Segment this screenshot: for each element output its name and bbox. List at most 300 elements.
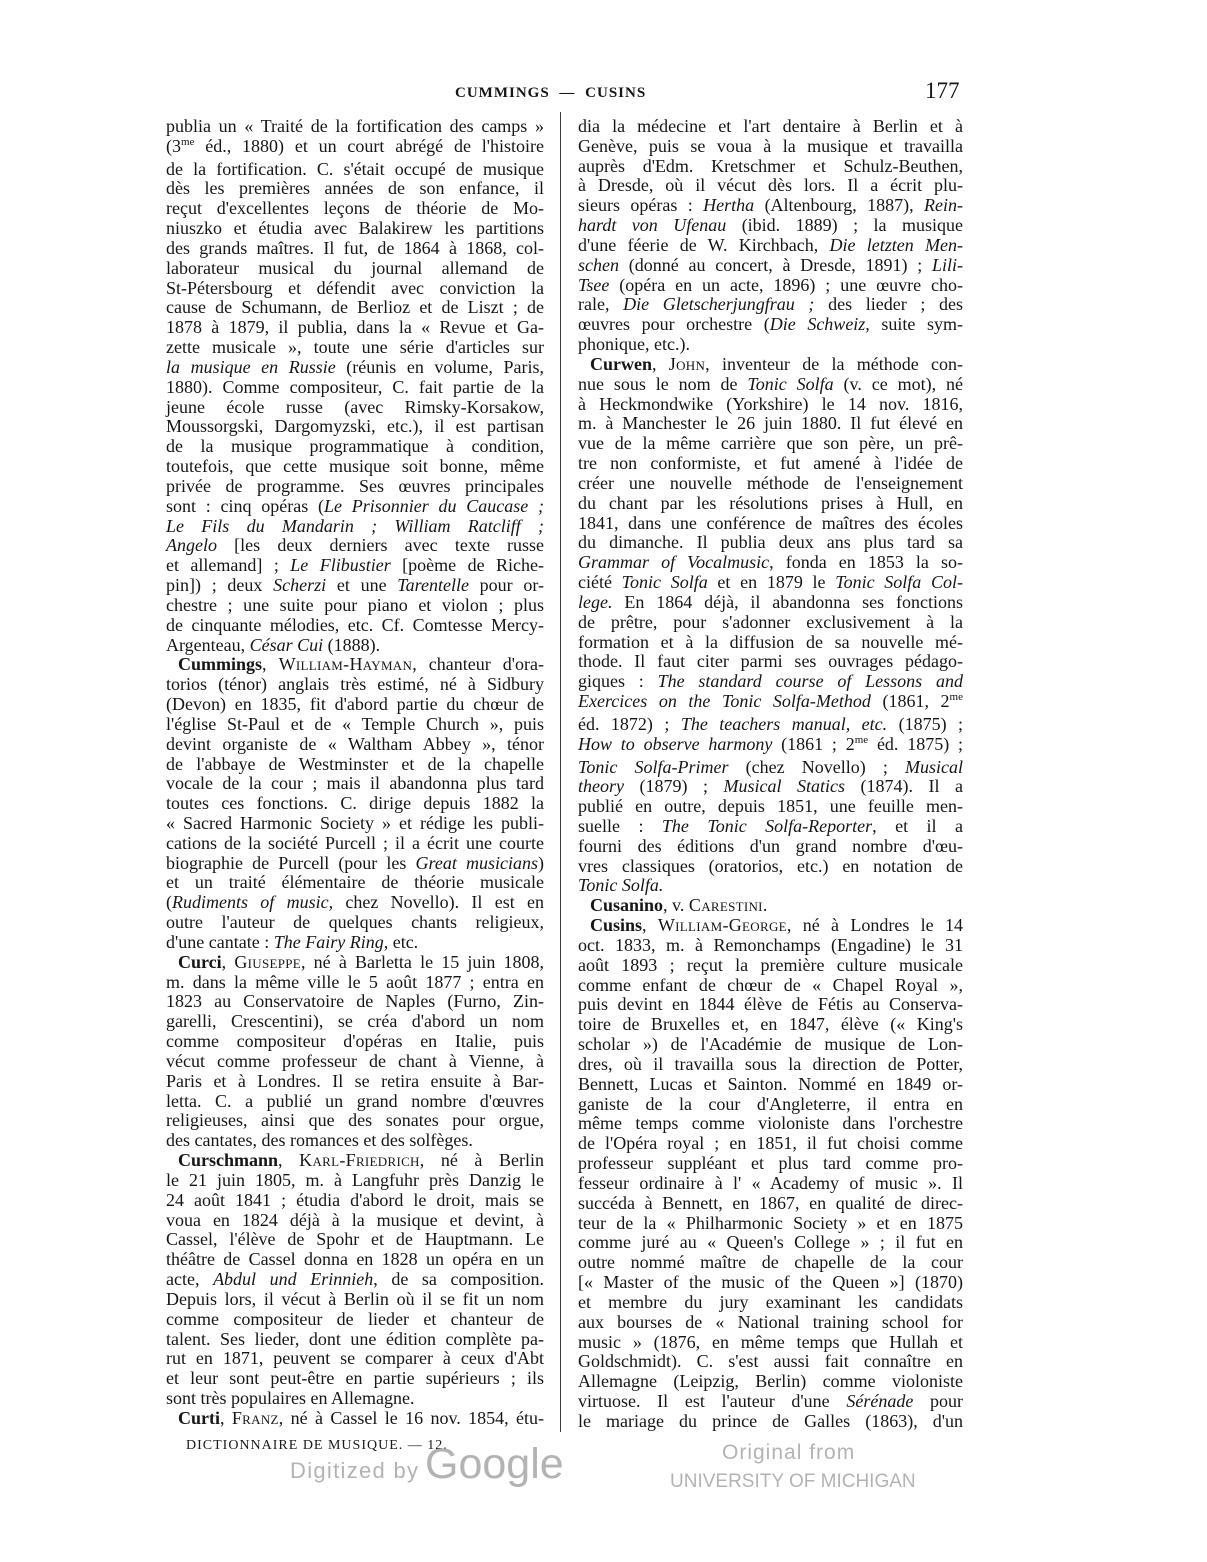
italic-title: Grammar of Vocalmusic, bbox=[578, 552, 774, 573]
text-run: (1861 ; 2 bbox=[772, 733, 855, 754]
text-run: sieurs opéras : bbox=[578, 195, 704, 216]
text-run: laborateur musical du journal allemand de bbox=[166, 257, 544, 278]
text-run: éd. 1875) ; bbox=[868, 733, 964, 754]
column-divider bbox=[560, 112, 561, 1432]
text-run: letta. C. a publié un grand nombre d'œuvres bbox=[166, 1090, 544, 1111]
text-line bbox=[166, 160, 544, 180]
text-run: Argenteau, bbox=[166, 634, 250, 655]
text-run: août 1893 ; reçut la première culture musicale bbox=[578, 954, 963, 975]
text-run: puis devint en 1844 élève de Fétis au Conserva- bbox=[578, 994, 963, 1015]
text-line bbox=[578, 196, 963, 216]
text-line bbox=[578, 817, 963, 837]
text-run: , chanteur d'ora- bbox=[412, 654, 545, 675]
text-line bbox=[578, 633, 963, 653]
text-run: ( bbox=[166, 892, 172, 913]
text-run: du dimanche. Il publia deux ans plus tard sa bbox=[578, 532, 963, 553]
text-run: et allemand] ; bbox=[166, 555, 291, 576]
text-line bbox=[578, 236, 963, 256]
text-line bbox=[166, 992, 544, 1012]
text-run: comme compositeur de lieder et chanteur de bbox=[166, 1308, 544, 1329]
text-line bbox=[166, 695, 544, 715]
text-line bbox=[166, 1330, 544, 1350]
text-run: Allemagne (Leipzig, Berlin) comme violoniste bbox=[578, 1371, 963, 1392]
text-run: (chez Novello) ; bbox=[728, 756, 905, 777]
text-run: religieuses, ainsi que des sonates pour orgue, bbox=[166, 1110, 544, 1131]
text-run: (opéra en un acte, 1896) ; une œuvre cho- bbox=[609, 274, 963, 295]
text-run: pour bbox=[913, 1391, 964, 1411]
continued-paragraph bbox=[578, 117, 963, 355]
text-run: teur de la « Philharmonic Society » et en 1875 bbox=[578, 1212, 963, 1233]
text-run: 24 août 1841 ; étudia d'abord le droit, mais se bbox=[166, 1189, 544, 1210]
text-run: fourni des éditions d'un grand nombre d'œu- bbox=[578, 835, 963, 856]
text-line bbox=[166, 358, 544, 378]
text-line bbox=[578, 573, 963, 593]
text-line bbox=[578, 613, 963, 633]
italic-title: la musique en Russie bbox=[166, 356, 336, 377]
text-line bbox=[166, 873, 544, 893]
italic-title: Le Flibustier bbox=[290, 555, 391, 576]
text-run: même temps comme violoniste dans l'orchestre bbox=[578, 1113, 963, 1134]
text-run: et en 1879 le bbox=[707, 572, 836, 593]
text-run: (1861, 2 bbox=[870, 691, 950, 712]
text-run: (Altenbourg, 1887), bbox=[754, 195, 925, 216]
text-run: (v. ce mot), né bbox=[833, 373, 964, 394]
text-line bbox=[578, 1015, 963, 1035]
text-run: à Dresde, où il vécut dès lors. Il a écrit plu- bbox=[578, 175, 963, 196]
text-run: suite sym- bbox=[869, 314, 964, 335]
text-run: voua en 1824 déjà à la musique et devint, à bbox=[166, 1209, 544, 1230]
text-run: d'une féerie de W. Kirchbach, bbox=[578, 234, 830, 255]
text-line bbox=[166, 556, 544, 576]
dictionary-entry bbox=[578, 916, 963, 1432]
text-line bbox=[578, 1352, 963, 1372]
text-run: reçut d'excellentes leçons de théorie de Mo- bbox=[166, 198, 544, 219]
italic-title: Tonic Solfa bbox=[621, 572, 708, 593]
text-run: des lieder ; des bbox=[814, 294, 964, 315]
printer-signature: DICTIONNAIRE DE MUSIQUE. — 12. bbox=[186, 1438, 448, 1453]
text-run: chestre ; une suite pour piano et violon ; plus bbox=[166, 594, 544, 615]
text-line bbox=[578, 837, 963, 857]
dictionary-entry bbox=[166, 1409, 544, 1429]
entry-headword: Curschmann bbox=[178, 1150, 279, 1171]
text-line bbox=[166, 1052, 544, 1072]
ordinal-superscript: me bbox=[181, 135, 195, 148]
text-line bbox=[166, 596, 544, 616]
text-run: de l'abbaye de Westminster et de la chapelle bbox=[166, 753, 544, 774]
text-line bbox=[166, 1389, 544, 1409]
text-line bbox=[166, 774, 544, 794]
text-run: de l'Opéra royal ; en 1851, il fut choisi comme bbox=[578, 1133, 963, 1154]
italic-title: Rudiments of music, bbox=[172, 892, 334, 913]
text-run: rale, bbox=[578, 294, 624, 315]
text-line bbox=[166, 318, 544, 338]
text-run: (1888). bbox=[323, 634, 381, 655]
italic-title: The Fairy Ring bbox=[273, 931, 384, 952]
text-run: , inventeur de la méthode con- bbox=[705, 353, 964, 374]
dictionary-entry bbox=[578, 896, 963, 916]
italic-title: Musical bbox=[905, 756, 963, 777]
text-run: [poème de Riche- bbox=[390, 555, 544, 576]
text-line bbox=[578, 1253, 963, 1273]
text-line bbox=[578, 896, 963, 916]
italic-title: Sérénade bbox=[846, 1391, 914, 1411]
text-line bbox=[166, 137, 544, 160]
text-run: de prêtre, pour s'adonner exclusivement à la bbox=[578, 611, 963, 632]
text-line bbox=[166, 735, 544, 755]
text-run: comme juré au « Queen's College » ; il fut en bbox=[578, 1232, 963, 1253]
text-line bbox=[166, 675, 544, 695]
text-run: , de sa composition. bbox=[373, 1269, 544, 1290]
text-line bbox=[166, 913, 544, 933]
text-run: 1841, dans une conférence de maîtres des écoles bbox=[578, 512, 963, 533]
text-line bbox=[578, 335, 963, 355]
text-line bbox=[578, 1114, 963, 1134]
text-run: , bbox=[652, 353, 669, 374]
google-watermark: Google bbox=[425, 1440, 564, 1488]
text-run: Moussorgski, Dargomyzski, etc.), il est partisan bbox=[166, 416, 544, 437]
text-line bbox=[166, 1072, 544, 1092]
text-run: comme enfant de chœur de « Chapel Royal », bbox=[578, 974, 963, 995]
italic-title: lege. bbox=[578, 591, 613, 612]
entry-headword: Cummings bbox=[178, 654, 263, 675]
dictionary-entry bbox=[166, 1151, 544, 1409]
text-run: l'église St-Paul et de « Temple Church », puis bbox=[166, 713, 544, 734]
text-line bbox=[578, 857, 963, 877]
dictionary-entry bbox=[166, 953, 544, 1151]
italic-title: How to observe harmony bbox=[578, 733, 773, 754]
text-line bbox=[578, 395, 963, 415]
text-run: auprès d'Edm. Kretschmer et Schulz-Beuthen, bbox=[578, 155, 963, 176]
text-run: (ibid. 1889) ; la musique bbox=[726, 215, 963, 236]
text-run: des grands maîtres. Il fut, de 1864 à 1868, col- bbox=[166, 237, 544, 258]
text-run: niuszko et étudia avec Balakirew les partitions bbox=[166, 218, 544, 239]
text-line bbox=[166, 1230, 544, 1250]
text-line bbox=[166, 1290, 544, 1310]
page-number: 177 bbox=[925, 78, 960, 103]
text-run: de cinquante mélodies, etc. Cf. Comtesse Mercy- bbox=[166, 614, 544, 635]
text-run: nue sous le nom de bbox=[578, 373, 748, 394]
text-line bbox=[166, 219, 544, 239]
italic-title: Tonic Solfa bbox=[747, 373, 834, 394]
text-line bbox=[578, 876, 963, 896]
text-line bbox=[578, 1154, 963, 1174]
text-line bbox=[166, 117, 544, 137]
text-line bbox=[166, 497, 544, 517]
text-line bbox=[578, 1214, 963, 1234]
italic-title: The standard course of Lessons and bbox=[657, 671, 963, 692]
person-name: Carestini. bbox=[688, 895, 768, 916]
text-run: publia un « Traité de la fortification des camps » bbox=[166, 116, 544, 136]
text-line bbox=[166, 1092, 544, 1112]
text-run: outre nommé maître de chapelle de la cour bbox=[578, 1252, 963, 1273]
text-line bbox=[166, 1171, 544, 1191]
text-run: 1880). Comme compositeur, C. fait partie de la bbox=[166, 376, 544, 397]
text-line bbox=[578, 256, 963, 276]
text-run: cations de la société Purcell ; il a écrit une courte bbox=[166, 832, 544, 853]
text-run: 1878 à 1879, il publia, dans la « Revue et Ga- bbox=[166, 317, 544, 338]
text-line bbox=[578, 593, 963, 613]
italic-title: Exercices on the Tonic Solfa-Method bbox=[578, 691, 871, 712]
entry-headword: Cusanino bbox=[590, 895, 664, 916]
text-line bbox=[578, 553, 963, 573]
text-run: , et il a bbox=[872, 815, 963, 836]
text-line bbox=[578, 157, 963, 177]
text-line bbox=[578, 295, 963, 315]
text-line bbox=[578, 976, 963, 996]
italic-title: Abdul und Erinnieh bbox=[213, 1269, 374, 1290]
text-run: garelli, Crescentini), se créa d'abord un nom bbox=[166, 1011, 544, 1032]
italic-title: The Tonic Solfa-Reporter bbox=[661, 815, 873, 836]
text-run: (Devon) en 1835, fit d'abord partie du chœur de bbox=[166, 694, 544, 715]
text-run: chez Novello). Il est en bbox=[333, 892, 544, 913]
text-run: et une bbox=[326, 575, 398, 596]
person-name: Karl-Friedrich bbox=[299, 1150, 420, 1171]
text-run: , etc. bbox=[383, 931, 419, 952]
text-run: music » (1876, en même temps que Hullah et bbox=[578, 1331, 963, 1352]
text-line bbox=[578, 735, 963, 758]
text-run: , né à Barletta le 15 juin 1808, bbox=[301, 951, 544, 972]
text-line bbox=[166, 854, 544, 874]
italic-title: Le Fils du Mandarin ; William Ratcliff ; bbox=[166, 515, 544, 536]
text-run: et membre du jury examinant les candidats bbox=[578, 1291, 963, 1312]
text-run: rut en 1871, peuvent se comparer à ceux d'Abt bbox=[166, 1348, 544, 1369]
text-line bbox=[166, 1409, 544, 1429]
text-line bbox=[166, 655, 544, 675]
text-run: dès les premières années de son enfance, il bbox=[166, 178, 544, 199]
text-line bbox=[578, 1333, 963, 1353]
italic-title: hardt von Ufenau bbox=[578, 215, 727, 236]
italic-title: Tonic Solfa. bbox=[578, 875, 664, 896]
text-run: le mariage du prince de Galles (1863), d'un bbox=[578, 1410, 963, 1431]
text-run: théâtre de Cassel donna en 1828 un opéra en un bbox=[166, 1249, 544, 1270]
text-run: et leur sont peut-être en partie supérieurs ; ils bbox=[166, 1368, 544, 1389]
text-run: comme compositeur d'opéras en Italie, puis bbox=[166, 1031, 544, 1052]
text-run: pour or- bbox=[468, 575, 545, 596]
text-line bbox=[166, 398, 544, 418]
text-line bbox=[166, 298, 544, 318]
text-line bbox=[166, 834, 544, 854]
text-line bbox=[166, 953, 544, 973]
text-run: thode. Il faut citer parmi ses ouvrages pédago- bbox=[578, 651, 963, 672]
text-run: (1875) ; bbox=[887, 713, 964, 734]
text-line bbox=[166, 933, 544, 953]
text-line bbox=[166, 1349, 544, 1369]
italic-title: Great musicians bbox=[415, 852, 538, 873]
text-line bbox=[578, 956, 963, 976]
text-line bbox=[166, 814, 544, 834]
text-run: ) bbox=[538, 852, 544, 873]
text-run: jeune école russe (avec Rimsky-Korsakow, bbox=[166, 396, 544, 417]
text-run: sont : cinq opéras ( bbox=[166, 495, 324, 516]
text-line bbox=[166, 893, 544, 913]
text-run: m. à Manchester le 26 juin 1880. Il fut élevé en bbox=[578, 413, 963, 434]
text-line bbox=[166, 715, 544, 735]
text-line bbox=[578, 797, 963, 817]
text-run: (1874). Il a bbox=[845, 776, 963, 797]
italic-title: Die letzten Men- bbox=[829, 234, 964, 255]
right-text-column bbox=[578, 117, 963, 1432]
text-run: , v. bbox=[663, 895, 689, 916]
text-run: vocale de la cour ; mais il abandonna plus tard bbox=[166, 773, 544, 794]
text-line bbox=[578, 936, 963, 956]
italic-title: Rein- bbox=[924, 195, 963, 216]
text-run: talent. Ses lieder, dont une édition complète pa- bbox=[166, 1328, 544, 1349]
text-line bbox=[166, 338, 544, 358]
text-line bbox=[578, 1095, 963, 1115]
text-run: Goldschmidt). C. s'est aussi fait connaître en bbox=[578, 1351, 963, 1372]
text-run: scholar ») de l'Académie de musique de Lon- bbox=[578, 1034, 963, 1055]
text-run: , né à Londres le 14 bbox=[786, 915, 964, 936]
text-line bbox=[166, 179, 544, 199]
text-run: , bbox=[642, 915, 658, 936]
text-line bbox=[578, 315, 963, 335]
text-line bbox=[166, 1250, 544, 1270]
italic-title: Tarentelle bbox=[397, 575, 469, 596]
italic-title: theory bbox=[578, 776, 624, 797]
ordinal-superscript: me bbox=[854, 733, 869, 746]
text-line bbox=[166, 1151, 544, 1171]
text-line bbox=[578, 176, 963, 196]
text-run: [les deux derniers avec texte russe bbox=[217, 535, 544, 556]
text-run: des cantates, des romances et des solfèges. bbox=[166, 1130, 473, 1151]
text-run: , bbox=[278, 1150, 300, 1171]
text-line bbox=[166, 536, 544, 556]
text-run: Paris et à Londres. Il se retira ensuite à Bar- bbox=[166, 1070, 544, 1091]
text-run: (1879) ; bbox=[623, 776, 724, 797]
text-line bbox=[578, 1293, 963, 1313]
text-run: sont très populaires en Allemagne. bbox=[166, 1388, 415, 1408]
text-run: et un traité élémentaire de théorie musicale bbox=[166, 872, 544, 893]
text-run: ciété bbox=[578, 572, 622, 593]
running-head: CUMMINGS — CUSINS bbox=[455, 85, 647, 101]
text-line bbox=[166, 1111, 544, 1131]
text-line bbox=[578, 1313, 963, 1333]
text-line bbox=[578, 777, 963, 797]
text-line bbox=[166, 794, 544, 814]
text-run: œuvres pour orchestre ( bbox=[578, 314, 770, 335]
entry-headword: Curwen bbox=[590, 353, 652, 374]
text-line bbox=[166, 1310, 544, 1330]
text-line bbox=[578, 1174, 963, 1194]
text-run: virtuose. Il est l'auteur d'une bbox=[578, 1391, 847, 1411]
continued-paragraph bbox=[166, 117, 544, 655]
text-run: le 21 juin 1805, m. à Langfuhr près Danzig le bbox=[166, 1169, 544, 1190]
text-run: publié en outre, depuis 1851, une feuille men- bbox=[578, 796, 963, 817]
left-text-column bbox=[166, 117, 544, 1429]
text-line bbox=[578, 1194, 963, 1214]
entry-headword: Curci bbox=[178, 951, 222, 972]
text-line bbox=[166, 378, 544, 398]
person-name: William-George bbox=[657, 915, 787, 936]
text-run: vécut comme professeur de chant à Vienne, à bbox=[166, 1050, 544, 1071]
text-run: privée de programme. Ses œuvres principales bbox=[166, 475, 544, 496]
text-line bbox=[166, 199, 544, 219]
italic-title: schen bbox=[578, 254, 619, 275]
text-line bbox=[578, 414, 963, 434]
text-line bbox=[166, 259, 544, 279]
text-line bbox=[578, 375, 963, 395]
digitized-by-watermark: Digitized by bbox=[290, 1458, 420, 1483]
dictionary-entry bbox=[578, 355, 963, 896]
text-line bbox=[166, 1270, 544, 1290]
text-line bbox=[578, 1372, 963, 1392]
text-run: à Heckmondwike (Yorkshire) le 14 nov. 1816, bbox=[578, 393, 963, 414]
original-from-watermark: Original from bbox=[722, 1441, 856, 1464]
text-line bbox=[578, 672, 963, 692]
italic-title: Tonic Solfa Col- bbox=[835, 572, 963, 593]
text-line bbox=[578, 454, 963, 474]
text-run: giques : bbox=[578, 671, 658, 692]
text-run: (3 bbox=[166, 135, 181, 156]
text-run: fesseur ordinaire à l' « Academy of music ». Il bbox=[578, 1172, 963, 1193]
text-run: , bbox=[220, 1407, 232, 1428]
italic-title: Tsee bbox=[578, 274, 610, 295]
text-run: dres, où il travailla sous la direction de Potter, bbox=[578, 1053, 963, 1074]
italic-title: The teachers manual, etc. bbox=[680, 713, 888, 734]
person-name: Franz bbox=[231, 1407, 279, 1428]
text-run: zette musicale », toute une série d'articles sur bbox=[166, 337, 544, 358]
text-run: St-Pétersbourg et défendit avec conviction la bbox=[166, 277, 544, 298]
text-line bbox=[578, 1392, 963, 1412]
text-run: En 1864 déjà, il abandonna ses fonctions bbox=[612, 591, 963, 612]
text-run: Genève, puis se voua à la musique et travailla bbox=[578, 135, 963, 156]
text-run: , né à Cassel le 16 nov. 1854, étu- bbox=[278, 1407, 545, 1428]
italic-title: Lili- bbox=[931, 254, 963, 275]
text-run: éd., 1880) et un court abrégé de l'histoire bbox=[194, 135, 544, 156]
text-line bbox=[578, 1412, 963, 1432]
text-line bbox=[166, 973, 544, 993]
text-line bbox=[578, 533, 963, 553]
text-run: , né à Berlin bbox=[419, 1150, 544, 1171]
text-line bbox=[578, 692, 963, 715]
text-run: professeur suppléant et plus tard comme pro- bbox=[578, 1153, 963, 1174]
text-run: 1823 au Conservatoire de Naples (Furno, Zin- bbox=[166, 991, 544, 1012]
text-line bbox=[166, 576, 544, 596]
text-run: (réunis en volume, Paris, bbox=[335, 356, 544, 377]
text-run: de la fortification. C. s'était occupé de musique bbox=[166, 158, 544, 179]
entry-headword: Curti bbox=[178, 1407, 220, 1428]
italic-title: Scherzi bbox=[273, 575, 327, 596]
text-run: aux bourses de « National training school for bbox=[578, 1311, 963, 1332]
text-run: Depuis lors, il vécut à Berlin où il se fit un nom bbox=[166, 1288, 544, 1309]
text-run: outre l'auteur de quelques chants religieux, bbox=[166, 912, 544, 933]
text-run: [« Master of the music of the Queen »] (1870) bbox=[578, 1272, 963, 1293]
text-line bbox=[578, 434, 963, 454]
text-line bbox=[578, 1055, 963, 1075]
text-run: créer une nouvelle méthode de l'enseignement bbox=[578, 472, 963, 493]
text-line bbox=[166, 1012, 544, 1032]
text-line bbox=[166, 279, 544, 299]
text-line bbox=[166, 457, 544, 477]
italic-title: Tonic Solfa-Primer bbox=[578, 756, 729, 777]
text-line bbox=[166, 616, 544, 636]
italic-title: Hertha bbox=[703, 195, 755, 216]
text-run: biographie de Purcell (pour les bbox=[166, 852, 416, 873]
text-line bbox=[578, 276, 963, 296]
text-run: « Sacred Harmonic Society » et rédige les publi- bbox=[166, 812, 544, 833]
text-line bbox=[578, 1134, 963, 1154]
text-line bbox=[166, 437, 544, 457]
text-line bbox=[166, 1191, 544, 1211]
text-run: toire de Bruxelles et, en 1847, élève (« King's bbox=[578, 1014, 963, 1035]
text-line bbox=[578, 758, 963, 778]
text-run: dia la médecine et l'art dentaire à Berlin et à bbox=[578, 116, 963, 136]
text-run: , bbox=[262, 654, 279, 675]
text-line bbox=[578, 1273, 963, 1293]
italic-title: Le Prisonnier du Caucase ; bbox=[324, 495, 545, 516]
text-line bbox=[166, 1369, 544, 1389]
italic-title: Angelo bbox=[166, 535, 217, 556]
